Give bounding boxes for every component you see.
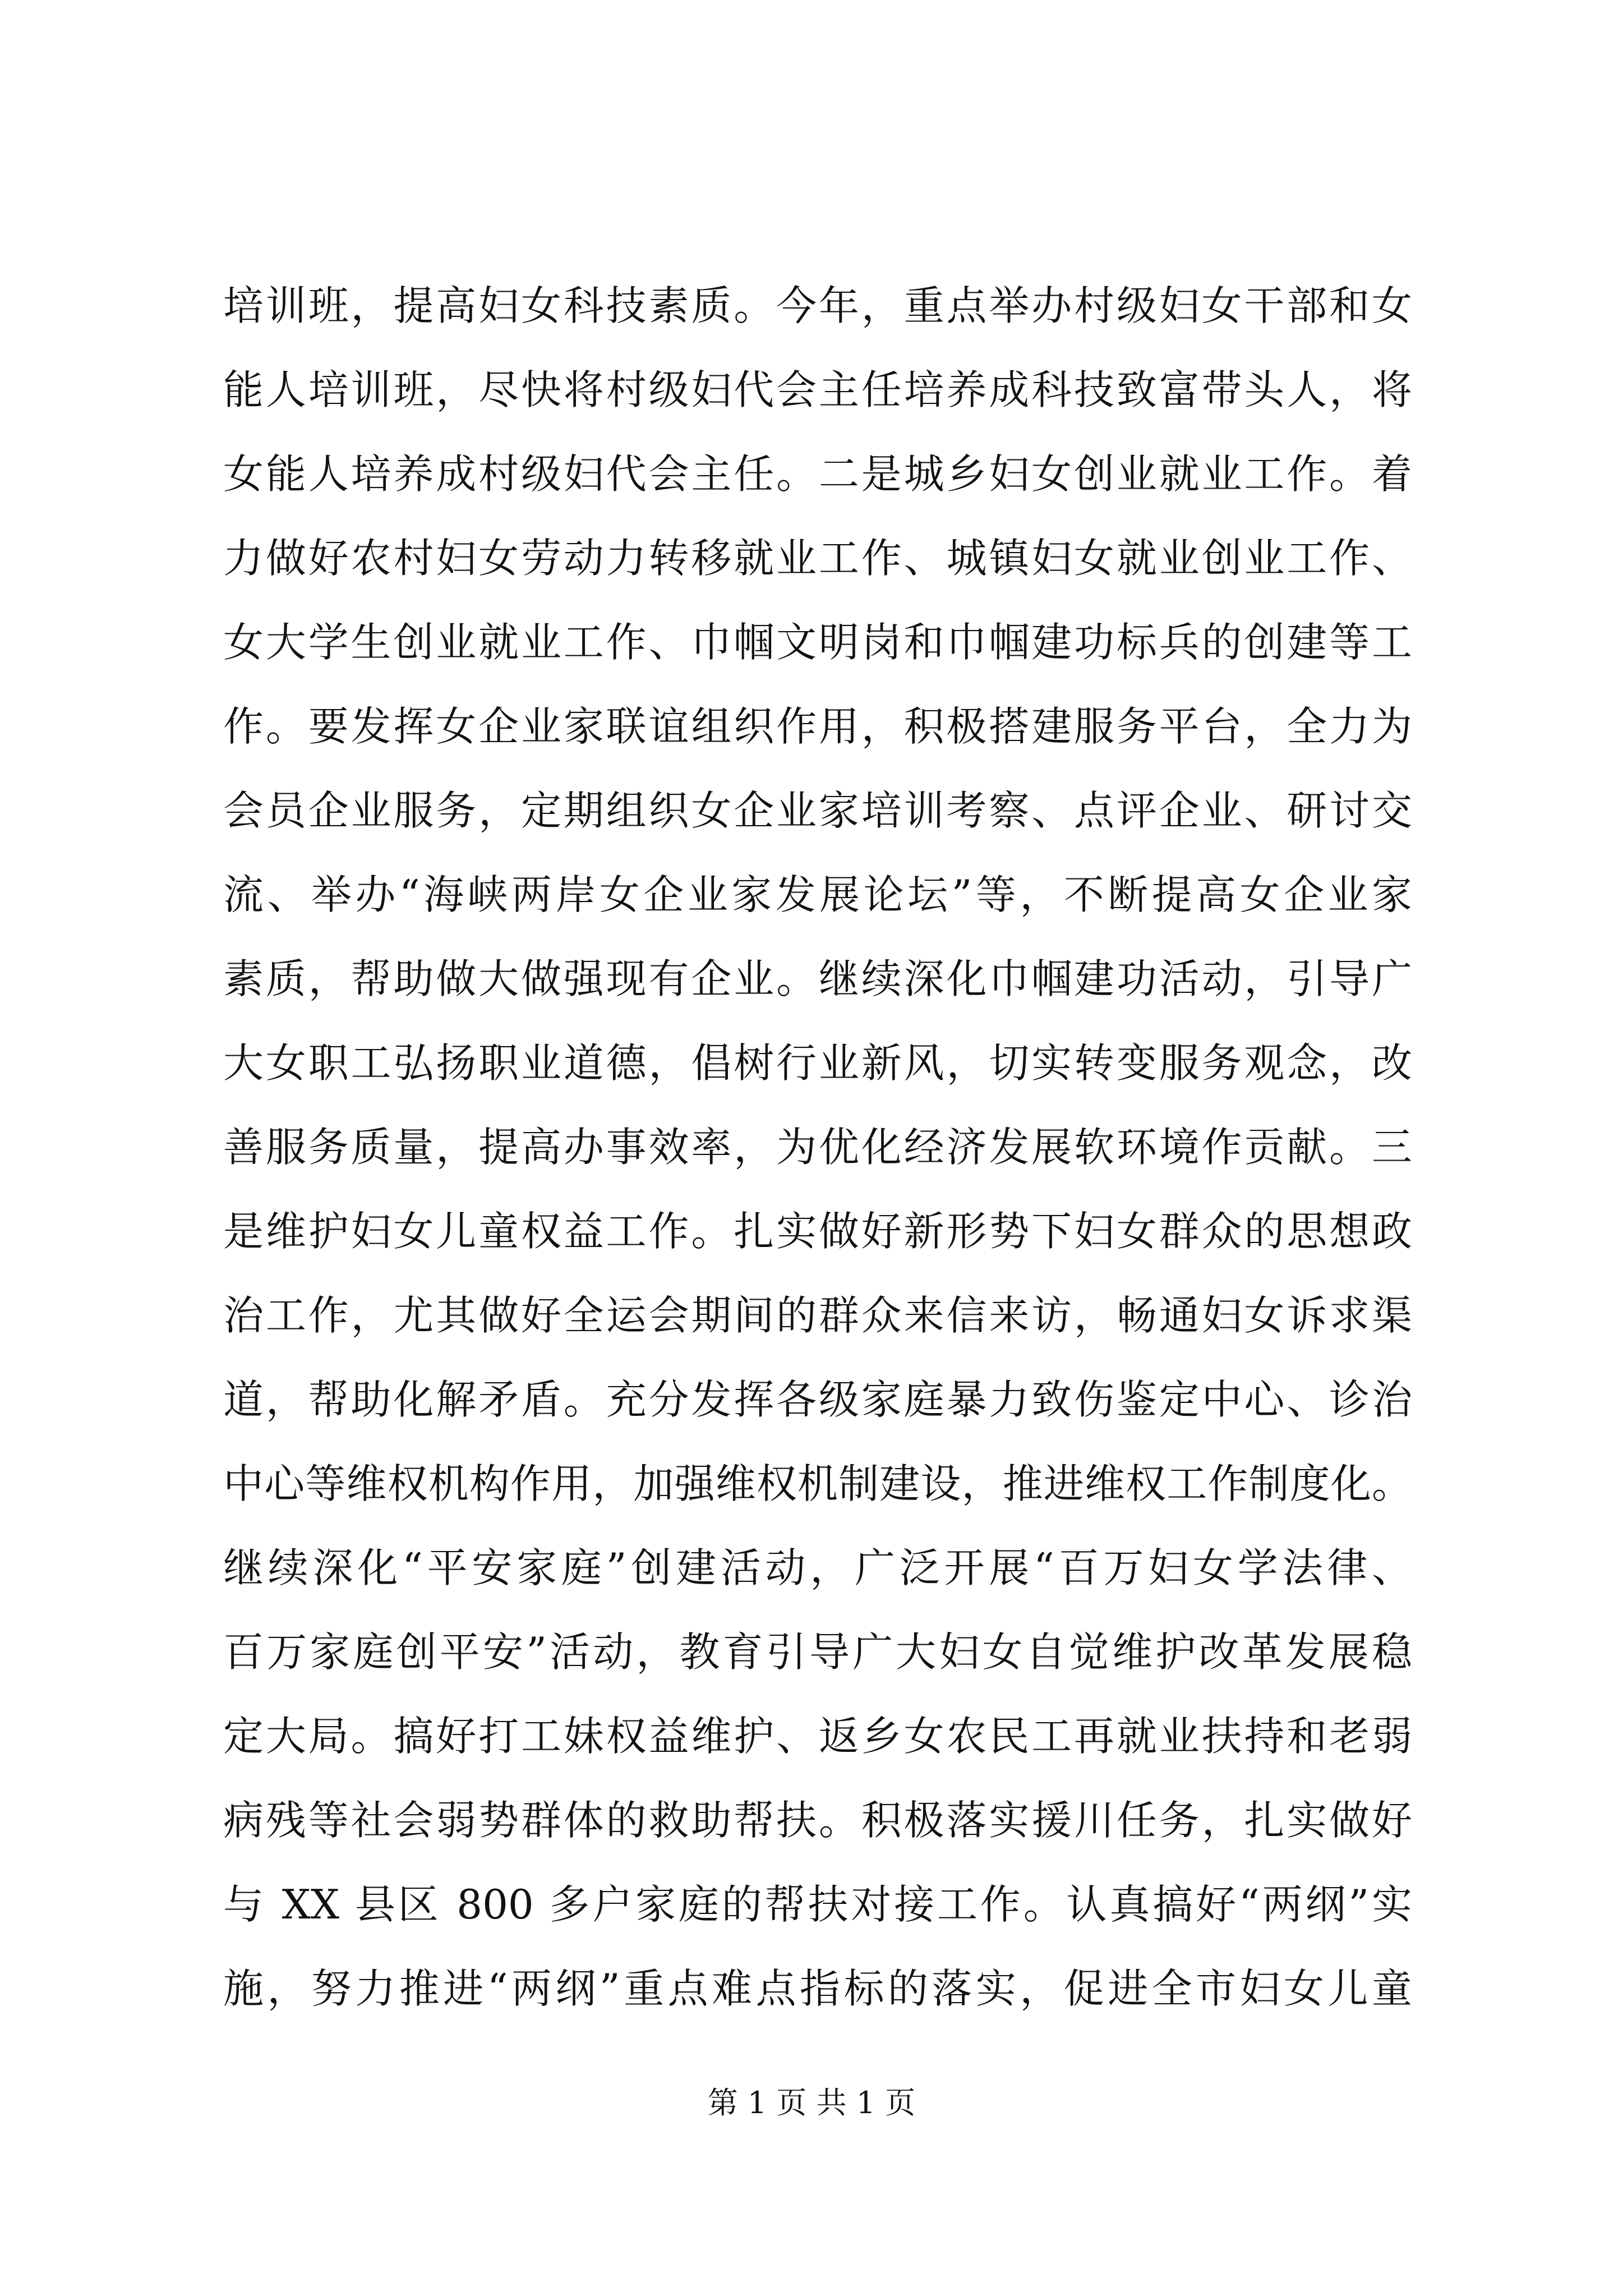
text-line: 与 XX 县区 800 多户家庭的帮扶对接工作。认真搞好“两纲”实 [223, 1881, 1412, 1928]
text-line: 女能人培养成村级妇代会主任。二是城乡妇女创业就业工作。着 [223, 450, 1412, 498]
text-line: 病残等社会弱势群体的救助帮扶。积极落实援川任务，扎实做好 [223, 1797, 1412, 1844]
text-line: 施，努力推进“两纲”重点难点指标的落实，促进全市妇女儿童 [223, 1965, 1412, 2012]
text-line: 定大局。搞好打工妹权益维护、返乡女农民工再就业扶持和老弱 [223, 1713, 1412, 1760]
text-line: 能人培训班，尽快将村级妇代会主任培养成科技致富带头人，将 [223, 366, 1412, 413]
text-line: 培训班，提高妇女科技素质。今年，重点举办村级妇女干部和女 [223, 282, 1412, 329]
text-line: 道，帮助化解矛盾。充分发挥各级家庭暴力致伤鉴定中心、诊治 [223, 1376, 1412, 1423]
text-line: 素质，帮助做大做强现有企业。继续深化巾帼建功活动，引导广 [223, 955, 1412, 1002]
text-line: 流、举办“海峡两岸女企业家发展论坛”等，不断提高女企业家 [223, 871, 1412, 918]
text-line: 百万家庭创平安”活动，教育引导广大妇女自觉维护改革发展稳 [223, 1628, 1412, 1676]
text-line: 善服务质量，提高办事效率，为优化经济发展软环境作贡献。三 [223, 1124, 1412, 1171]
text-line: 作。要发挥女企业家联谊组织作用，积极搭建服务平台，全力为 [223, 703, 1412, 750]
page-number-footer: 第 1 页 共 1 页 [707, 2085, 916, 2120]
text-line: 力做好农村妇女劳动力转移就业工作、城镇妇女就业创业工作、 [223, 535, 1412, 582]
text-line: 中心等维权机构作用，加强维权机制建设，推进维权工作制度化。 [223, 1460, 1412, 1507]
text-line: 大女职工弘扬职业道德，倡树行业新风，切实转变服务观念，改 [223, 1039, 1412, 1087]
text-line: 是维护妇女儿童权益工作。扎实做好新形势下妇女群众的思想政 [223, 1208, 1412, 1255]
text-line: 治工作，尤其做好全运会期间的群众来信来访，畅通妇女诉求渠 [223, 1292, 1412, 1339]
text-line: 继续深化“平安家庭”创建活动，广泛开展“百万妇女学法律、 [223, 1544, 1412, 1591]
text-line: 女大学生创业就业工作、巾帼文明岗和巾帼建功标兵的创建等工 [223, 619, 1412, 666]
text-line: 会员企业服务，定期组织女企业家培训考察、点评企业、研讨交 [223, 787, 1412, 834]
